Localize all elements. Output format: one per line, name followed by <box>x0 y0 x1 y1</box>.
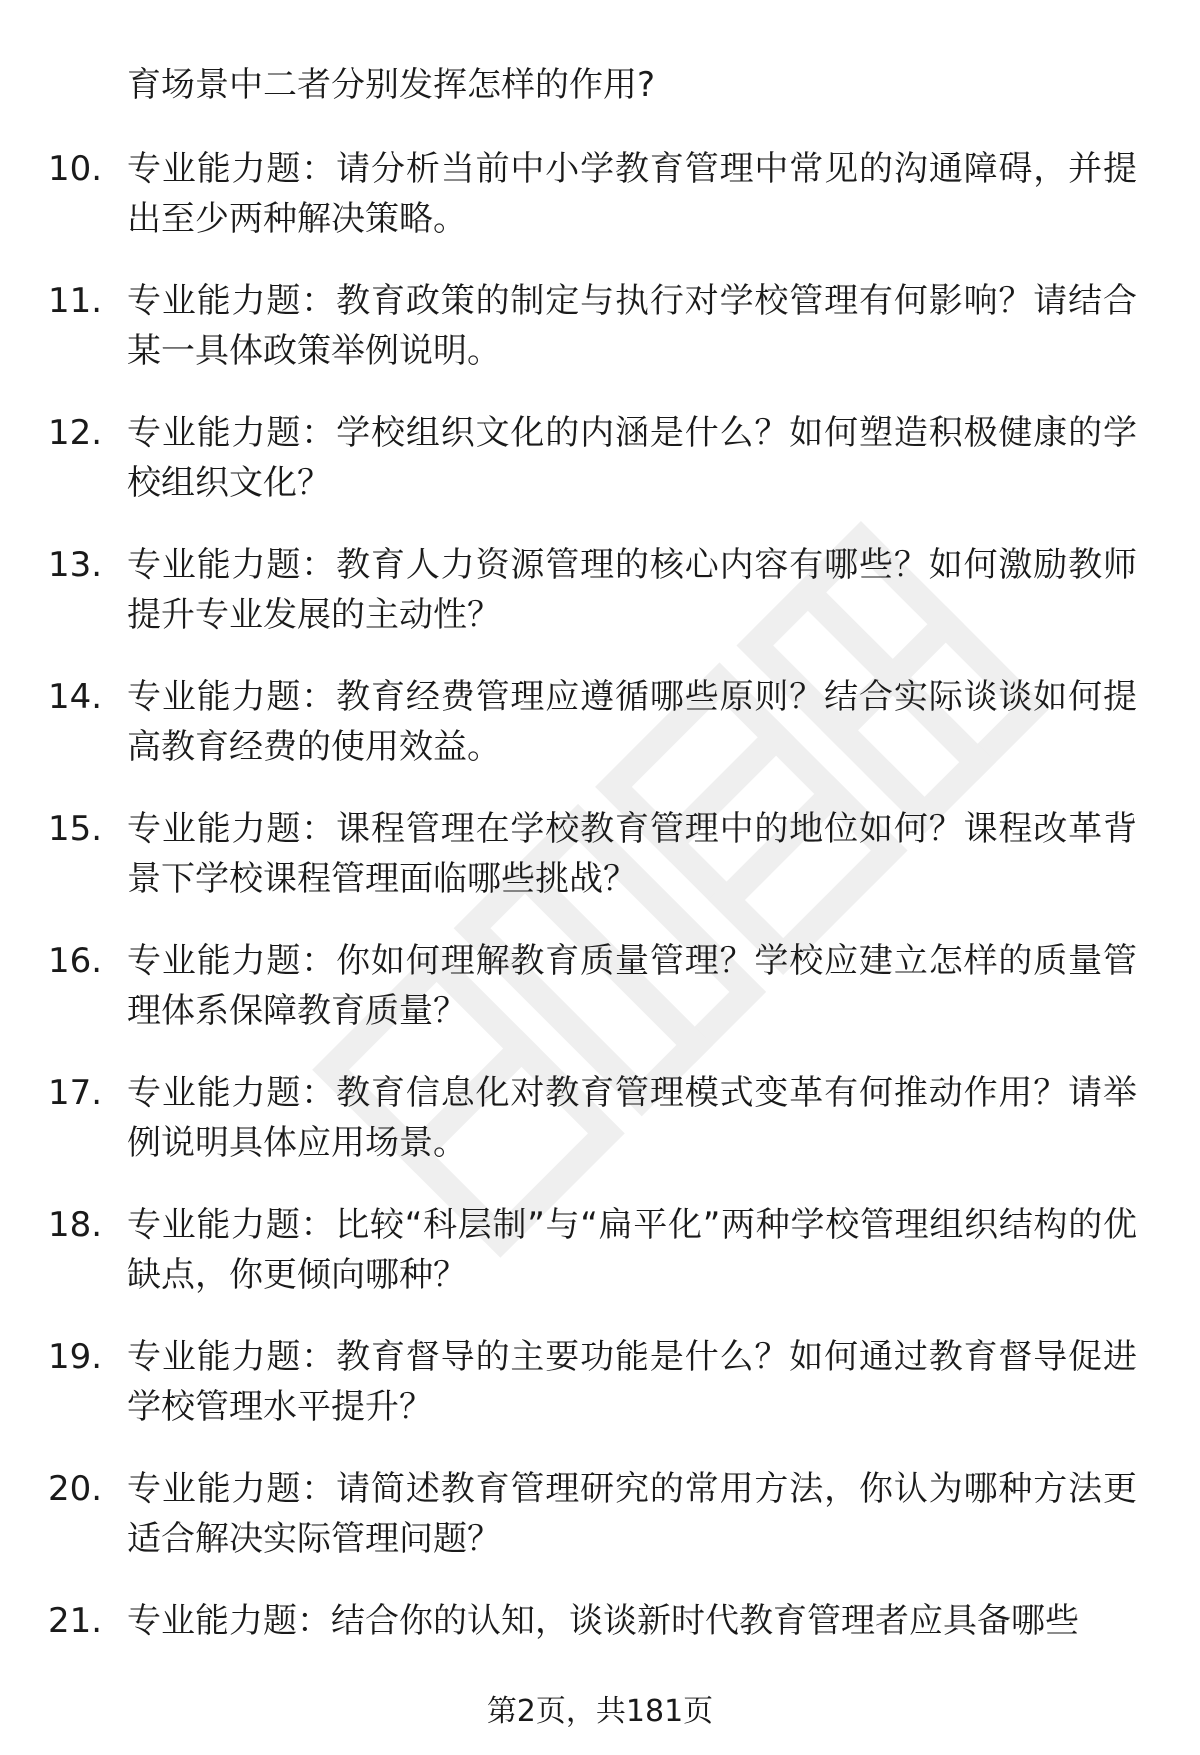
question-text: 专业能力题：请分析当前中小学教育管理中常见的沟通障碍，并提出至少两种解决策略。 <box>127 149 1137 239</box>
question-number: 11. <box>48 281 103 321</box>
question-text: 专业能力题：教育人力资源管理的核心内容有哪些？如何激励教师提升专业发展的主动性？ <box>127 545 1137 635</box>
question-number: 17. <box>48 1073 103 1113</box>
question-text: 专业能力题：结合你的认知，谈谈新时代教育管理者应具备哪些 <box>127 1601 1079 1641</box>
question-number: 13. <box>48 545 103 585</box>
question-item <box>0 672 1200 804</box>
question-text: 专业能力题：课程管理在学校教育管理中的地位如何？课程改革背景下学校课程管理面临哪些挑战？ <box>127 809 1137 899</box>
question-item <box>0 144 1200 276</box>
question-item <box>0 1200 1200 1332</box>
question-number: 14. <box>48 677 103 717</box>
question-number: 12. <box>48 413 103 453</box>
question-number: 20. <box>48 1469 103 1509</box>
page-footer: 第2页，共181页 <box>486 1694 714 1729</box>
question-number: 19. <box>48 1337 103 1377</box>
question-item <box>0 408 1200 540</box>
question-item <box>0 936 1200 1068</box>
question-text: 专业能力题：学校组织文化的内涵是什么？如何塑造积极健康的学校组织文化？ <box>127 413 1137 503</box>
question-text: 专业能力题：教育督导的主要功能是什么？如何通过教育督导促进学校管理水平提升？ <box>127 1337 1137 1427</box>
question-number: 21. <box>48 1601 103 1641</box>
question-number: 18. <box>48 1205 103 1245</box>
continuation-text: 育场景中二者分别发挥怎样的作用? <box>127 65 656 105</box>
question-text: 专业能力题：教育信息化对教育管理模式变革有何推动作用？请举例说明具体应用场景。 <box>127 1073 1137 1163</box>
question-number: 16. <box>48 941 103 981</box>
question-text: 专业能力题：你如何理解教育质量管理？学校应建立怎样的质量管理体系保障教育质量？ <box>127 941 1137 1031</box>
question-text: 专业能力题：教育经费管理应遵循哪些原则？结合实际谈谈如何提高教育经费的使用效益。 <box>127 677 1137 767</box>
question-item <box>0 1332 1200 1464</box>
question-item <box>0 1464 1200 1596</box>
question-text: 专业能力题：比较“科层制”与“扁平化”两种学校管理组织结构的优缺点，你更倾向哪种？ <box>127 1205 1137 1295</box>
question-item <box>0 540 1200 672</box>
question-item <box>0 276 1200 408</box>
question-number: 15. <box>48 809 103 849</box>
question-item <box>0 804 1200 936</box>
question-number: 10. <box>48 149 103 189</box>
question-list <box>0 144 1200 1728</box>
question-text: 专业能力题：请简述教育管理研究的常用方法，你认为哪种方法更适合解决实际管理问题？ <box>127 1469 1137 1559</box>
question-text: 专业能力题：教育政策的制定与执行对学校管理有何影响？请结合某一具体政策举例说明。 <box>127 281 1137 371</box>
question-item <box>0 1068 1200 1200</box>
